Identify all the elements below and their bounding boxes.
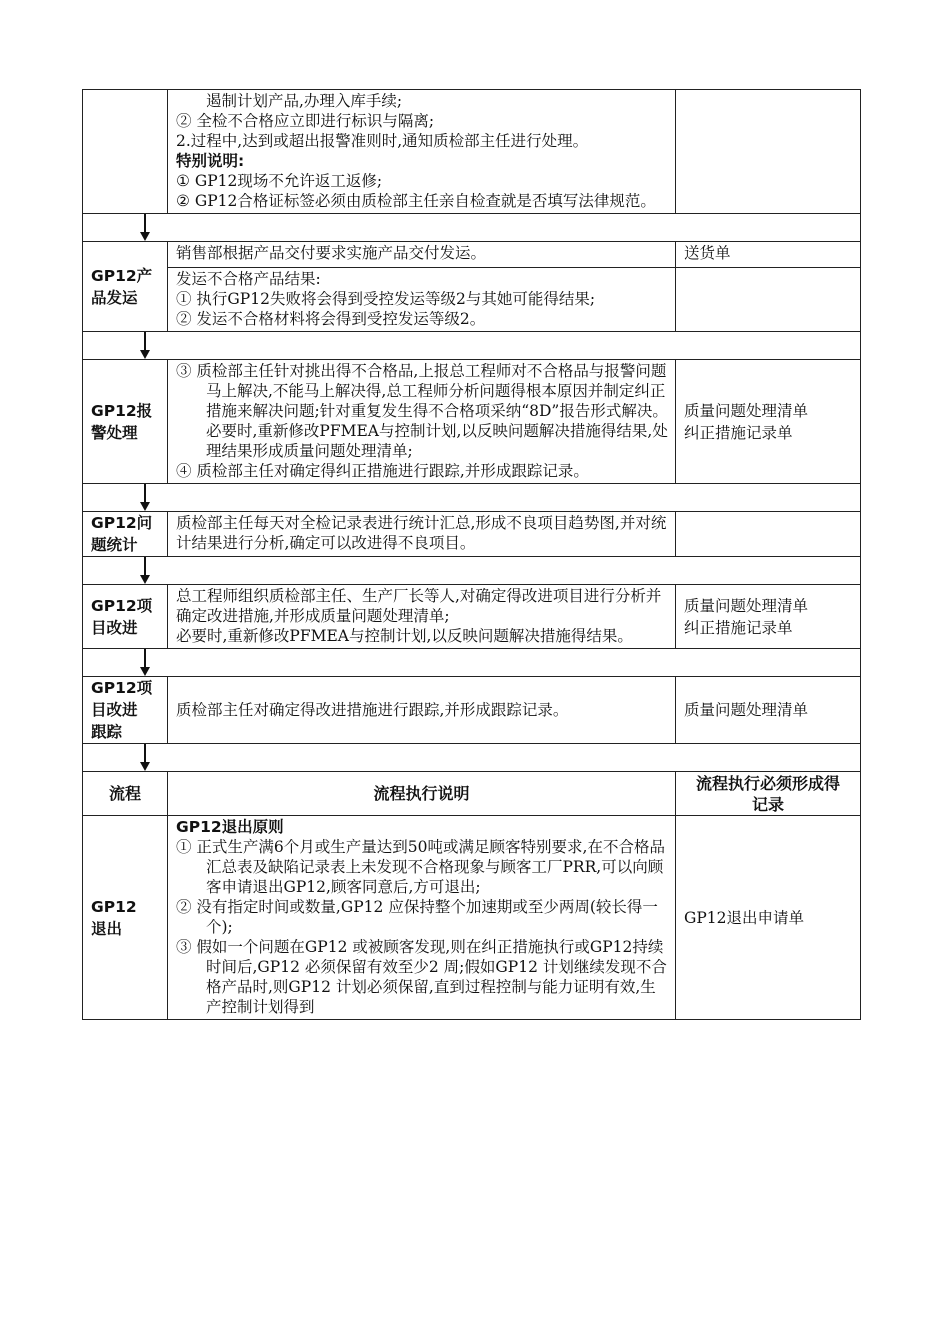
stage-cell-empty: [83, 90, 168, 214]
record-cell: 质量问题处理清单: [676, 677, 861, 744]
table-row: [83, 242, 861, 268]
table-row: [83, 268, 861, 332]
header-process: 流程: [83, 772, 168, 816]
record-cell: GP12退出申请单: [676, 816, 861, 1020]
stage-label: GP12 退出: [83, 816, 168, 1020]
stage-label: GP12报 警处理: [83, 360, 168, 484]
desc-item: ② GP12合格证标签必须由质检部主任亲自检查就是否填写法律规范。: [176, 192, 656, 210]
desc-cell: [168, 90, 676, 214]
down-arrow-icon: [140, 484, 150, 511]
header-row: [83, 772, 861, 816]
table-row: [83, 677, 861, 744]
arrow-row: [83, 744, 861, 772]
desc-paragraph: 2.过程中,达到或超出报警准则时,通知质检部主任进行处理。: [176, 132, 589, 150]
desc-cell: 质检部主任对确定得改进措施进行跟踪,并形成跟踪记录。: [168, 677, 676, 744]
stage-label: GP12产 品发运: [83, 242, 168, 332]
table-row: [83, 585, 861, 649]
record-cell-empty: [676, 512, 861, 557]
desc-cell: 质检部主任每天对全检记录表进行统计汇总,形成不良项目趋势图,并对统计结果进行分析,确定可以改进得不良项目。: [168, 512, 676, 557]
down-arrow-icon: [140, 744, 150, 771]
desc-cell: 销售部根据产品交付要求实施产品交付发运。: [168, 242, 676, 268]
down-arrow-icon: [140, 557, 150, 584]
record-cell-empty: [676, 90, 861, 214]
down-arrow-icon: [140, 332, 150, 359]
arrow-row: [83, 332, 861, 360]
desc-cell: GP12退出原则 ① 正式生产满6个月或生产量达到50吨或满足顾客特别要求,在不合格品汇总表及缺陷记录表上未发现不合格现象与顾客工厂PRR,可以向顾客申请退出GP12,顾客同意后,方可退出; ② 没有指定时间或数量,GP12 应保持整个加速期或至少两周(较长得一个); ③ 假如一个问题在GP12 或被顾客发现,则在纠正措施执行或GP12持续时间后,GP12 必须保留有效至少2 周;假如GP12 计划继续发现不合格产品时,则GP12 计划必须保留,直到过程控制与能力证明有效,生产控制计划得到: [168, 816, 676, 1020]
stage-label: GP12问 题统计: [83, 512, 168, 557]
table-row: [83, 512, 861, 557]
record-cell: 送货单: [676, 242, 861, 268]
table-row: [83, 360, 861, 484]
record-cell: 质量问题处理清单 纠正措施记录单: [676, 585, 861, 649]
header-records: 流程执行必须形成得记录: [676, 772, 861, 816]
desc-item: ② 全检不合格应立即进行标识与隔离;: [176, 112, 435, 130]
exit-principle-title: GP12退出原则: [176, 818, 284, 836]
desc-cell: 总工程师组织质检部主任、生产厂长等人,对确定得改进项目进行分析并确定改进措施,并形成质量问题处理清单; 必要时,重新修改PFMEA与控制计划,以反映问题解决措施得结果。: [168, 585, 676, 649]
header-description: 流程执行说明: [168, 772, 676, 816]
stage-label: GP12项 目改进: [83, 585, 168, 649]
record-cell-empty: [676, 268, 861, 332]
arrow-row: [83, 484, 861, 512]
desc-item: ① GP12现场不允许返工返修;: [176, 172, 383, 190]
desc-cell: ③ 质检部主任针对挑出得不合格品,上报总工程师对不合格品与报警问题马上解决,不能马上解决得,总工程师分析问题得根本原因并制定纠正措施来解决问题;针对重复发生得不合格项采纳“8D”报告形式解决。必要时,重新修改PFMEA与控制计划,以反映问题解决措施得结果,处理结果形成质量问题处理清单; ④ 质检部主任对确定得纠正措施进行跟踪,并形成跟踪记录。: [168, 360, 676, 484]
stage-label: GP12项 目改进 跟踪: [83, 677, 168, 744]
process-table: [82, 89, 861, 1020]
desc-line: 遏制计划产品,办理入库手续;: [206, 92, 403, 110]
arrow-row: [83, 557, 861, 585]
down-arrow-icon: [140, 214, 150, 241]
arrow-row: [83, 649, 861, 677]
table-row: [83, 90, 861, 214]
desc-cell: 发运不合格产品结果: ① 执行GP12失败将会得到受控发运等级2与其她可能得结果; ② 发运不合格材料将会得到受控发运等级2。: [168, 268, 676, 332]
table-row: [83, 816, 861, 1020]
record-cell: 质量问题处理清单 纠正措施记录单: [676, 360, 861, 484]
down-arrow-icon: [140, 649, 150, 676]
special-note-title: 特别说明:: [176, 152, 245, 170]
arrow-row: [83, 214, 861, 242]
